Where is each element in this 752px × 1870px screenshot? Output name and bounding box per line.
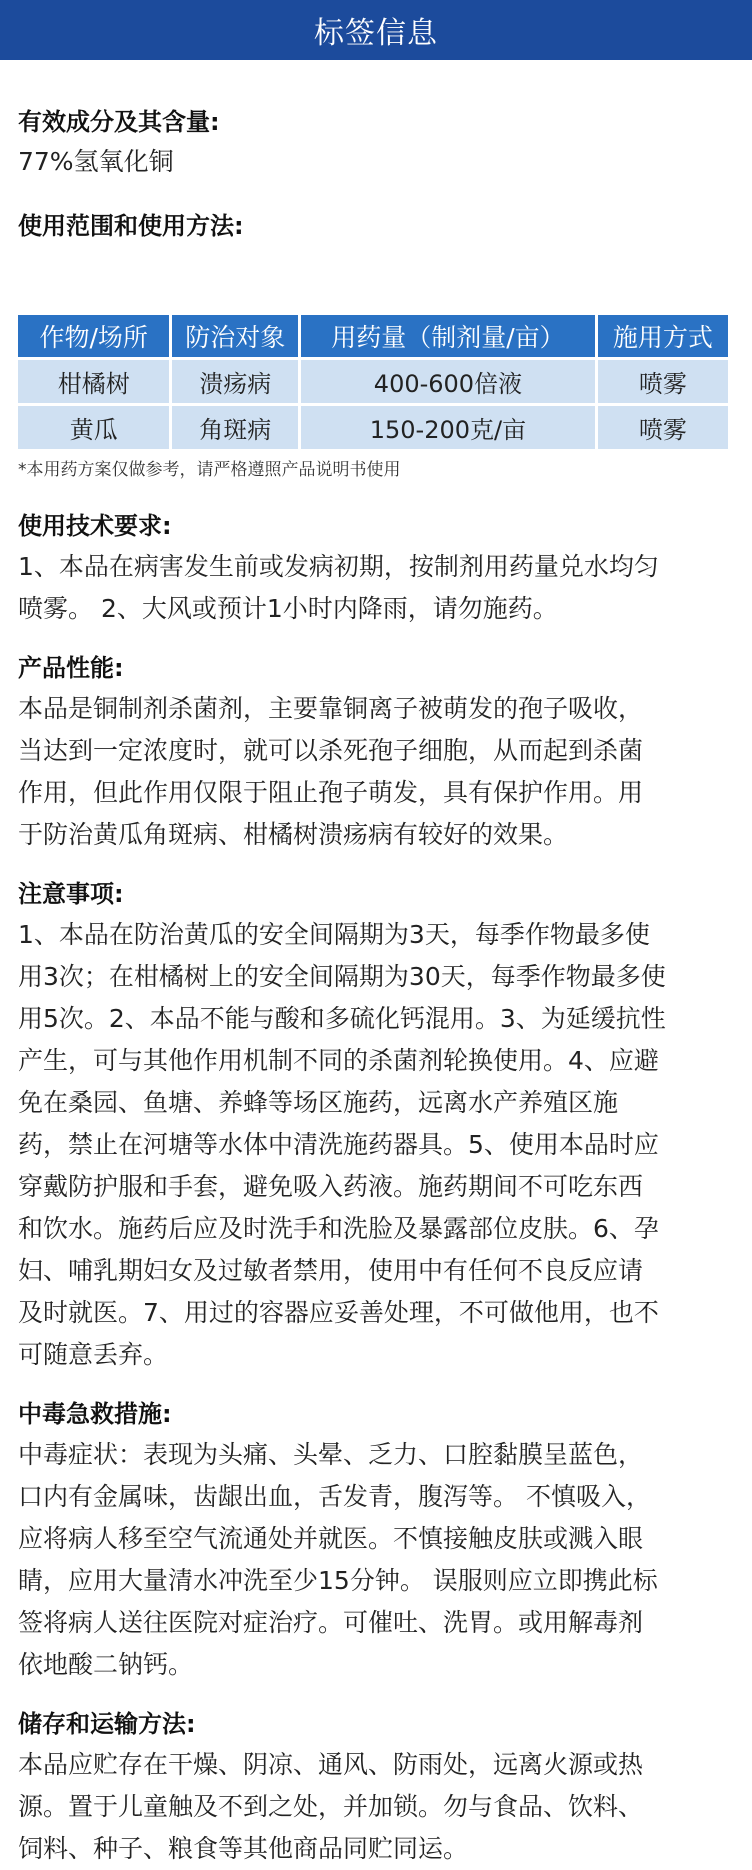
active-ingredient-section: [18, 60, 734, 182]
precautions-title: 注意事项:: [18, 880, 124, 908]
text-line: 作用，但此作用仅限于阻止孢子萌发，具有保护作用。用: [18, 778, 644, 807]
text-line: 应将病人移至空气流通处并就医。不慎接触皮肤或溅入眼: [18, 1524, 644, 1553]
text-line: 睛，应用大量清水冲洗至少15分钟。 误服则应立即携此标: [18, 1566, 658, 1595]
table-cell: 黄瓜: [18, 406, 169, 449]
technical-requirements-text: [18, 546, 734, 630]
first-aid-title: 中毒急救措施:: [18, 1400, 172, 1428]
usage-table-header-cell: 作物/场所: [18, 315, 169, 357]
text-line: 产生，可与其他作用机制不同的杀菌剂轮换使用。4、应避: [18, 1046, 659, 1075]
performance-title: 产品性能:: [18, 654, 124, 682]
performance-section: [18, 630, 734, 856]
precautions-text: [18, 914, 734, 1376]
first-aid-section: [18, 1376, 734, 1686]
text-line: 穿戴防护服和手套，避免吸入药液。施药期间不可吃东西: [18, 1172, 644, 1201]
text-line: 用3次；在柑橘树上的安全间隔期为30天，每季作物最多使: [18, 962, 666, 991]
active-ingredient-title: 有效成分及其含量:: [18, 108, 220, 136]
performance-text: [18, 688, 734, 856]
text-line: 1、本品在防治黄瓜的安全间隔期为3天，每季作物最多使: [18, 920, 650, 949]
first-aid-text: [18, 1434, 734, 1686]
text-line: 当达到一定浓度时，就可以杀死孢子细胞，从而起到杀菌: [18, 736, 644, 765]
text-line: 免在桑园、鱼塘、养蜂等场区施药，远离水产养殖区施: [18, 1088, 619, 1117]
text-line: 本品应贮存在干燥、阴凉、通风、防雨处，远离火源或热: [18, 1750, 644, 1779]
text-line: 及时就医。7、用过的容器应妥善处理，不可做他用，也不: [18, 1298, 659, 1327]
usage-scope-section: [18, 182, 734, 482]
text-line: 喷雾。 2、大风或预计1小时内降雨，请勿施药。: [18, 594, 558, 623]
text-line: 源。置于儿童触及不到之处，并加锁。勿与食品、饮料、: [18, 1792, 644, 1821]
label-content: [0, 60, 752, 1870]
usage-table-header-cell: 防治对象: [172, 315, 298, 357]
storage-section: [18, 1686, 734, 1870]
table-cell: 溃疡病: [172, 360, 298, 403]
text-line: 药，禁止在河塘等水体中清洗施药器具。5、使用本品时应: [18, 1130, 659, 1159]
text-line: 签将病人送往医院对症治疗。可催吐、洗胃。或用解毒剂: [18, 1608, 644, 1637]
text-line: 妇、哺乳期妇女及过敏者禁用，使用中有任何不良反应请: [18, 1256, 644, 1285]
text-line: 1、本品在病害发生前或发病初期，按制剂用药量兑水均匀: [18, 552, 659, 581]
page-title: 标签信息: [314, 16, 438, 51]
text-line: 和饮水。施药后应及时洗手和洗脸及暴露部位皮肤。6、孕: [18, 1214, 659, 1243]
table-cell: 喷雾: [598, 360, 728, 403]
table-cell: 150-200克/亩: [301, 406, 595, 449]
usage-scope-title: 使用范围和使用方法:: [18, 212, 244, 240]
table-row: [18, 406, 728, 449]
text-line: 用5次。2、本品不能与酸和多硫化钙混用。3、为延缓抗性: [18, 1004, 666, 1033]
page-header: [0, 0, 752, 60]
text-line: 饲料、种子、粮食等其他商品同贮同运。: [18, 1834, 469, 1863]
usage-table-header-cell: 用药量（制剂量/亩）: [301, 315, 595, 357]
usage-table: [15, 312, 731, 452]
table-footnote: *本用药方案仅做参考，请严格遵照产品说明书使用: [18, 460, 401, 480]
text-line: 中毒症状：表现为头痛、头晕、乏力、口腔黏膜呈蓝色，: [18, 1440, 644, 1469]
usage-table-header-row: [18, 315, 728, 357]
storage-text: [18, 1744, 734, 1870]
text-line: 本品是铜制剂杀菌剂，主要靠铜离子被萌发的孢子吸收，: [18, 694, 644, 723]
table-cell: 400-600倍液: [301, 360, 595, 403]
technical-requirements-section: [18, 482, 734, 630]
precautions-section: [18, 856, 734, 1376]
text-line: 于防治黄瓜角斑病、柑橘树溃疡病有较好的效果。: [18, 820, 569, 849]
table-row: [18, 360, 728, 403]
table-cell: 柑橘树: [18, 360, 169, 403]
storage-title: 储存和运输方法:: [18, 1710, 196, 1738]
technical-requirements-title: 使用技术要求:: [18, 512, 172, 540]
text-line: 口内有金属味，齿龈出血，舌发青，腹泻等。 不慎吸入，: [18, 1482, 651, 1511]
text-line: 依地酸二钠钙。: [18, 1650, 194, 1679]
table-cell: 喷雾: [598, 406, 728, 449]
usage-table-header-cell: 施用方式: [598, 315, 728, 357]
active-ingredient-value: 77%氢氧化铜: [18, 147, 174, 176]
text-line: 可随意丢弃。: [18, 1340, 169, 1369]
table-cell: 角斑病: [172, 406, 298, 449]
